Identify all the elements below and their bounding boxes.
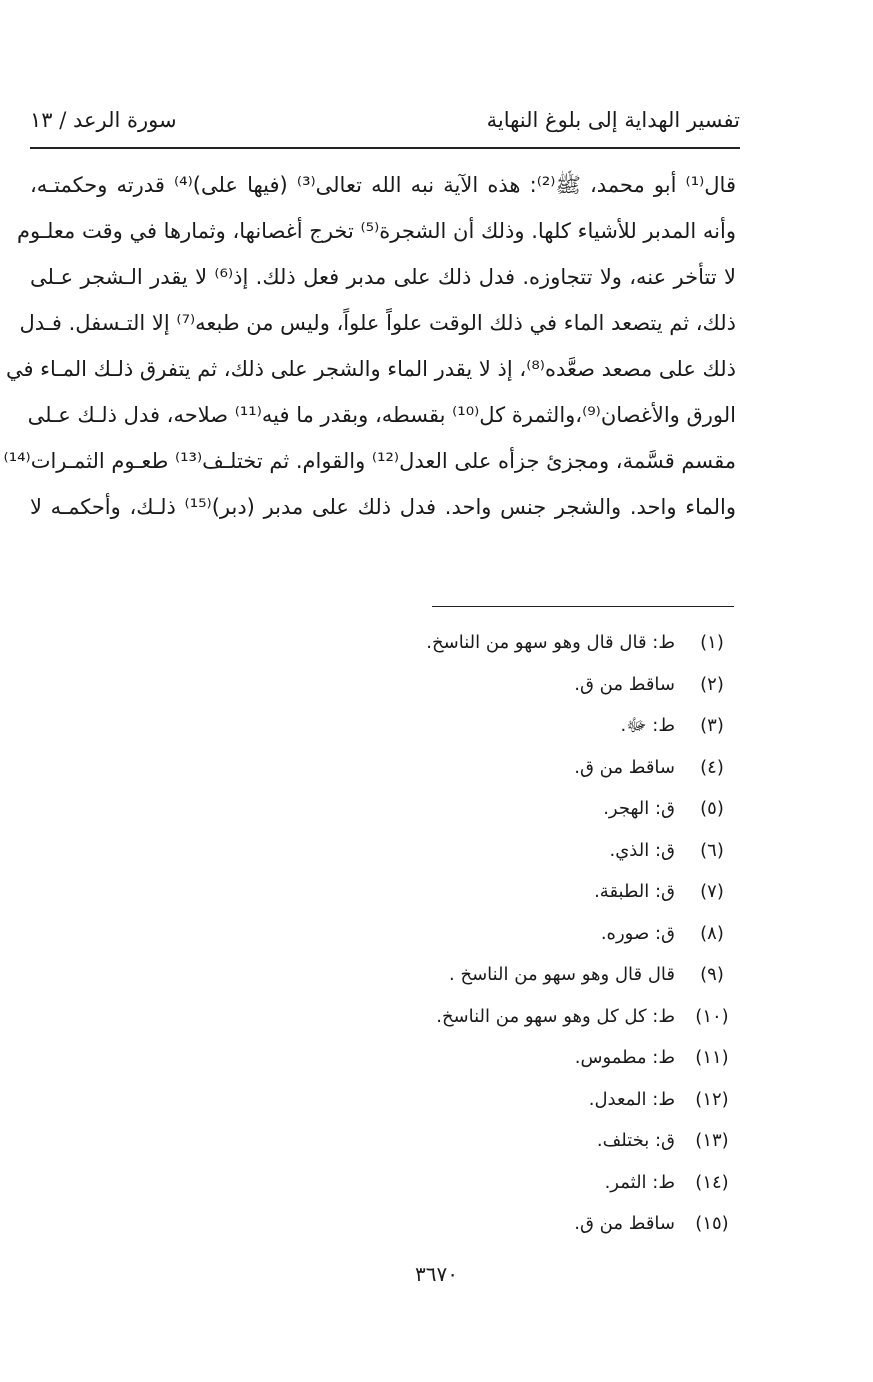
footnote-text: ق: بختلف. xyxy=(596,1130,675,1151)
text-line: وأنه المدبر للأشياء كلها. وذلك أن الشجرة⁽⁵⁾ تخرج أغصانها، وثمارها في وقت معلـوم xyxy=(16,219,736,243)
footnote-text: ق: صوره. xyxy=(600,922,675,944)
footnote-number: (٩) xyxy=(700,964,724,985)
footnote-item xyxy=(375,747,735,789)
footnote-item xyxy=(375,1037,735,1079)
footnote-number: (٥) xyxy=(700,798,724,819)
footnote-number: (٨) xyxy=(700,922,724,944)
footnote-text: ساقط من ق. xyxy=(574,756,675,778)
footnote-text: ط: قال قال وهو سهو من الناسخ. xyxy=(426,632,675,653)
footnote-text: ساقط من ق. xyxy=(574,1213,675,1234)
footnote-number: (١) xyxy=(700,632,724,653)
footnote-number: (١٢) xyxy=(695,1088,729,1110)
footnote-number: (١٥) xyxy=(695,1213,729,1234)
footnote-item xyxy=(375,1162,735,1204)
footnote-text: قال قال وهو سهو من الناسخ . xyxy=(449,964,675,985)
footnote-rule xyxy=(432,606,734,607)
text-line: ذلك، ثم يتصعد الماء في ذلك الوقت علواً علواً، وليس من طبعه⁽⁷⁾ إلا التـسفل. فـدل xyxy=(19,311,736,335)
footnote-item xyxy=(375,1120,735,1162)
footnote-number: (٤) xyxy=(700,756,724,778)
footnote-text: ساقط من ق. xyxy=(574,673,675,695)
footnote-number: (١١) xyxy=(695,1047,729,1068)
footnote-item xyxy=(375,622,735,664)
footnote-item xyxy=(375,788,735,830)
text-line: الورق والأغصان⁽⁹⁾،والثمرة كل⁽¹⁰⁾ بقسطه، وبقدر ما فيه⁽¹¹⁾ صلاحه، فدل ذلـك عـلى xyxy=(27,403,736,427)
page-number: ٣٦٧٠ xyxy=(415,1262,458,1286)
text-line: قال⁽¹⁾ أبو محمد، ﷺ⁽²⁾: هذه الآية نبه الله تعالى⁽³⁾ (فيها على)⁽⁴⁾ قدرته وحكمتـه، xyxy=(30,173,736,197)
footnotes-list xyxy=(375,622,735,1245)
footnote-item xyxy=(375,830,735,872)
footnote-text: ط: مطموس. xyxy=(574,1047,675,1068)
footnote-number: (٢) xyxy=(700,673,724,695)
running-header xyxy=(30,100,740,144)
footnote-text: ق: الهجر. xyxy=(603,798,675,819)
footnote-text: ط: المعدل. xyxy=(588,1088,675,1110)
footnote-number: (١٤) xyxy=(695,1171,729,1193)
footnote-item xyxy=(375,705,735,747)
text-line: مقسم قسَّمة، ومجزئ جزأه على العدل⁽¹²⁾ والقوام. ثم تختلـف⁽¹³⁾ طعـوم الثمـرات⁽¹⁴⁾ xyxy=(3,449,736,473)
text-line: ذلك على مصعد صعَّده⁽⁸⁾، إذ لا يقدر الماء والشجر على ذلك، ثم يتفرق ذلـك المـاء في xyxy=(5,357,736,381)
footnote-number: (٧) xyxy=(700,881,724,902)
main-text xyxy=(3,162,736,530)
footnote-item xyxy=(375,871,735,913)
text-line: والماء واحد. والشجر جنس واحد. فدل ذلك على مدبر (دبر)⁽¹⁵⁾ ذلـك، وأحكمـه لا xyxy=(30,495,736,519)
footnote-number: (١٠) xyxy=(695,1005,729,1027)
footnote-item xyxy=(375,1203,735,1245)
text-line: لا تتأخر عنه، ولا تتجاوزه. فدل ذلك على مدبر فعل ذلك. إذ⁽⁶⁾ لا يقدر الـشجر عـلى xyxy=(30,265,736,289)
footnote-item xyxy=(375,664,735,706)
footnote-item xyxy=(375,996,735,1038)
footnote-number: (٣) xyxy=(700,715,724,736)
book-title: تفسير الهداية إلى بلوغ النهاية xyxy=(486,108,740,132)
footnote-text: ق: الطبقة. xyxy=(594,881,675,902)
footnote-number: (١٣) xyxy=(695,1130,729,1151)
footnote-number: (٦) xyxy=(700,839,724,861)
header-rule xyxy=(30,147,740,149)
footnote-text: ط: الثمر. xyxy=(604,1171,675,1193)
footnote-text: ط: ﷻ. xyxy=(620,715,675,736)
footnote-item xyxy=(375,1079,735,1121)
footnote-item xyxy=(375,913,735,955)
footnote-item xyxy=(375,954,735,996)
surah-reference: سورة الرعد / ١٣ xyxy=(30,108,177,132)
footnote-text: ط: كل كل وهو سهو من الناسخ. xyxy=(436,1005,675,1027)
footnote-text: ق: الذي. xyxy=(609,839,675,861)
